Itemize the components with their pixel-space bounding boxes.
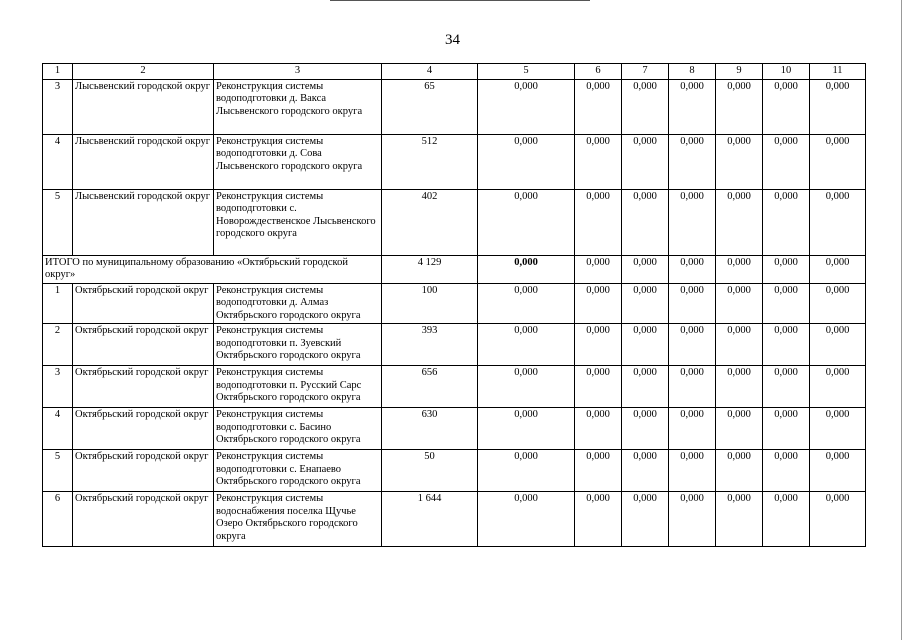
subtotal-value: 0,000: [669, 255, 716, 283]
value-cell: 0,000: [763, 283, 810, 324]
column-number: 5: [478, 64, 575, 80]
value-cell: 0,000: [810, 408, 866, 450]
subtotal-value: 0,000: [575, 255, 622, 283]
value-cell: 0,000: [478, 134, 575, 189]
district-cell: Лысьвенский городской округ: [73, 79, 214, 134]
table-row: [43, 189, 866, 255]
value-cell: 0,000: [716, 408, 763, 450]
value-cell: 0,000: [575, 79, 622, 134]
value-cell: 0,000: [669, 492, 716, 547]
table-row: [43, 134, 866, 189]
value-cell: 0,000: [622, 189, 669, 255]
value-cell: 0,000: [810, 189, 866, 255]
value-cell: 0,000: [810, 283, 866, 324]
value-cell: 0,000: [478, 79, 575, 134]
value-cell: 0,000: [810, 366, 866, 408]
column-number: 1: [43, 64, 73, 80]
value-cell: 0,000: [763, 189, 810, 255]
district-cell: Октябрьский городской округ: [73, 324, 214, 366]
row-number: 3: [43, 79, 73, 134]
value-cell: 0,000: [716, 189, 763, 255]
value-cell: 0,000: [810, 492, 866, 547]
table-row: [43, 366, 866, 408]
column-number-row: [43, 64, 866, 80]
value-cell: 0,000: [669, 134, 716, 189]
value-cell: 0,000: [478, 450, 575, 492]
value-cell: 0,000: [669, 189, 716, 255]
value-cell: 0,000: [622, 283, 669, 324]
column-number: 10: [763, 64, 810, 80]
row-number: 6: [43, 492, 73, 547]
total-cost-cell: 100: [382, 283, 478, 324]
total-cost-cell: 50: [382, 450, 478, 492]
value-cell: 0,000: [575, 189, 622, 255]
subtotal-value: 0,000: [622, 255, 669, 283]
project-cell: Реконструкция системы водоподготовки с. Новорождественское Лысьвенского городского округа: [214, 189, 382, 255]
value-cell: 0,000: [810, 134, 866, 189]
value-cell: 0,000: [763, 492, 810, 547]
district-cell: Октябрьский городской округ: [73, 366, 214, 408]
total-cost-cell: 65: [382, 79, 478, 134]
value-cell: 0,000: [763, 408, 810, 450]
district-cell: Октябрьский городской округ: [73, 408, 214, 450]
row-number: 5: [43, 450, 73, 492]
total-cost-cell: 1 644: [382, 492, 478, 547]
value-cell: 0,000: [716, 324, 763, 366]
value-cell: 0,000: [622, 134, 669, 189]
value-cell: 0,000: [575, 450, 622, 492]
district-cell: Октябрьский городской округ: [73, 283, 214, 324]
project-cell: Реконструкция системы водоподготовки п. Зуевский Октябрьского городского округа: [214, 324, 382, 366]
project-cell: Реконструкция системы водоподготовки д. Сова Лысьвенского городского округа: [214, 134, 382, 189]
value-cell: 0,000: [622, 366, 669, 408]
project-cell: Реконструкция системы водоподготовки п. Русский Сарс Октябрьского городского округа: [214, 366, 382, 408]
value-cell: 0,000: [669, 79, 716, 134]
district-cell: Октябрьский городской округ: [73, 492, 214, 547]
value-cell: 0,000: [622, 492, 669, 547]
value-cell: 0,000: [810, 324, 866, 366]
value-cell: 0,000: [478, 492, 575, 547]
project-cell: Реконструкция системы водоподготовки с. Басино Октябрьского городского округа: [214, 408, 382, 450]
row-number: 4: [43, 134, 73, 189]
subtotal-total: 4 129: [382, 255, 478, 283]
table-row: [43, 492, 866, 547]
value-cell: 0,000: [669, 366, 716, 408]
subtotal-value: 0,000: [810, 255, 866, 283]
value-cell: 0,000: [716, 79, 763, 134]
column-number: 3: [214, 64, 382, 80]
total-cost-cell: 630: [382, 408, 478, 450]
column-number: 2: [73, 64, 214, 80]
row-number: 1: [43, 283, 73, 324]
value-cell: 0,000: [622, 79, 669, 134]
row-number: 3: [43, 366, 73, 408]
table-row: [43, 450, 866, 492]
subtotal-value: 0,000: [716, 255, 763, 283]
subtotal-value: 0,000: [763, 255, 810, 283]
row-number: 2: [43, 324, 73, 366]
value-cell: 0,000: [575, 408, 622, 450]
table-row: [43, 408, 866, 450]
value-cell: 0,000: [716, 283, 763, 324]
subtotal-value: 0,000: [478, 255, 575, 283]
subtotal-row: [43, 255, 866, 283]
project-cell: Реконструкция системы водоподготовки д. Вакса Лысьвенского городского округа: [214, 79, 382, 134]
value-cell: 0,000: [575, 283, 622, 324]
column-number: 9: [716, 64, 763, 80]
total-cost-cell: 512: [382, 134, 478, 189]
value-cell: 0,000: [575, 366, 622, 408]
district-cell: Октябрьский городской округ: [73, 450, 214, 492]
value-cell: 0,000: [810, 79, 866, 134]
value-cell: 0,000: [716, 134, 763, 189]
value-cell: 0,000: [622, 324, 669, 366]
value-cell: 0,000: [763, 134, 810, 189]
value-cell: 0,000: [763, 324, 810, 366]
table-row: [43, 324, 866, 366]
column-number: 8: [669, 64, 716, 80]
value-cell: 0,000: [478, 408, 575, 450]
row-number: 4: [43, 408, 73, 450]
value-cell: 0,000: [669, 450, 716, 492]
total-cost-cell: 402: [382, 189, 478, 255]
table-row: [43, 79, 866, 134]
value-cell: 0,000: [478, 283, 575, 324]
project-cell: Реконструкция системы водоснабжения поселка Щучье Озеро Октябрьского городского округа: [214, 492, 382, 547]
value-cell: 0,000: [810, 450, 866, 492]
value-cell: 0,000: [716, 450, 763, 492]
value-cell: 0,000: [669, 324, 716, 366]
column-number: 4: [382, 64, 478, 80]
value-cell: 0,000: [575, 492, 622, 547]
scan-edge-line: [901, 0, 902, 640]
value-cell: 0,000: [478, 189, 575, 255]
value-cell: 0,000: [622, 408, 669, 450]
column-number: 11: [810, 64, 866, 80]
value-cell: 0,000: [575, 134, 622, 189]
value-cell: 0,000: [575, 324, 622, 366]
value-cell: 0,000: [716, 492, 763, 547]
value-cell: 0,000: [478, 324, 575, 366]
funding-table: [42, 63, 866, 547]
value-cell: 0,000: [669, 283, 716, 324]
district-cell: Лысьвенский городской округ: [73, 189, 214, 255]
value-cell: 0,000: [478, 366, 575, 408]
scan-artifact-line: [330, 0, 590, 1]
row-number: 5: [43, 189, 73, 255]
value-cell: 0,000: [669, 408, 716, 450]
total-cost-cell: 393: [382, 324, 478, 366]
total-cost-cell: 656: [382, 366, 478, 408]
column-number: 7: [622, 64, 669, 80]
district-cell: Лысьвенский городской округ: [73, 134, 214, 189]
column-number: 6: [575, 64, 622, 80]
table-row: [43, 283, 866, 324]
value-cell: 0,000: [763, 450, 810, 492]
value-cell: 0,000: [763, 79, 810, 134]
value-cell: 0,000: [622, 450, 669, 492]
project-cell: Реконструкция системы водоподготовки д. Алмаз Октябрьского городского округа: [214, 283, 382, 324]
page-number: 34: [445, 32, 460, 48]
project-cell: Реконструкция системы водоподготовки с. Енапаево Октябрьского городского округа: [214, 450, 382, 492]
value-cell: 0,000: [763, 366, 810, 408]
value-cell: 0,000: [716, 366, 763, 408]
subtotal-label: ИТОГО по муниципальному образованию «Октябрьский городской округ»: [43, 255, 382, 283]
